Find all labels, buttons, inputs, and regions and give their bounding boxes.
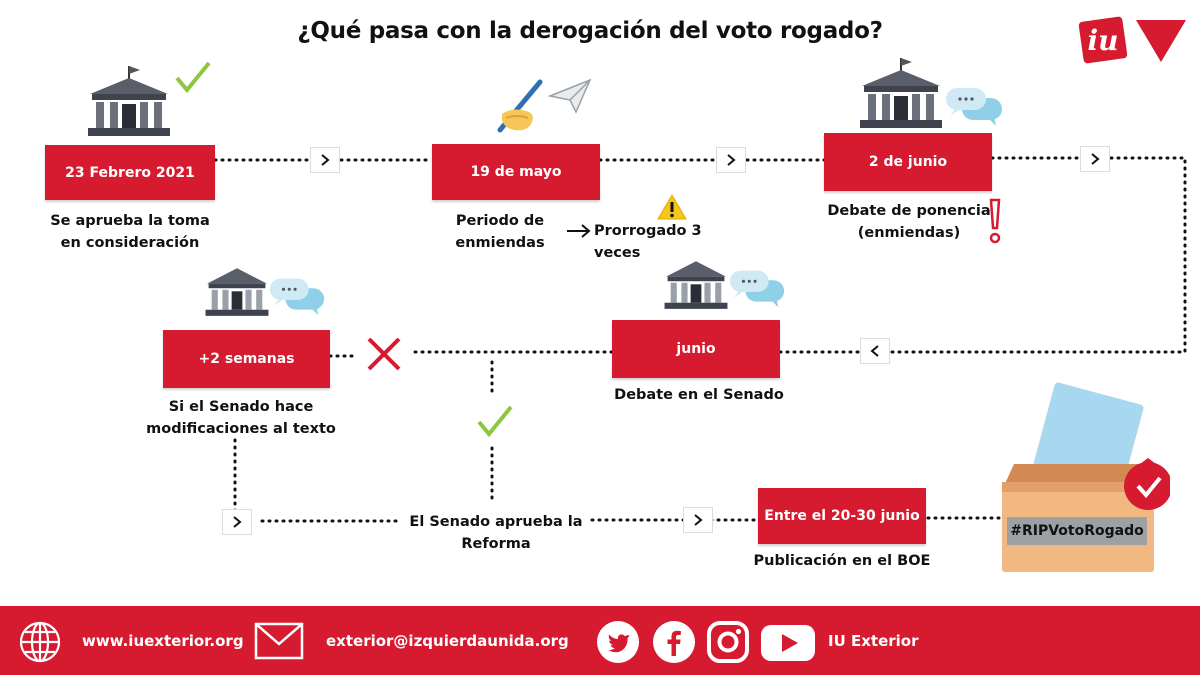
youtube-icon[interactable] [760,624,816,662]
chat-bubbles-icon [268,276,328,318]
svg-text:iu: iu [1087,24,1119,57]
step-date-box [432,144,600,200]
step-date: +2 semanas [198,351,295,367]
hand-writing-icon [488,78,548,138]
step-date: junio [676,341,716,357]
step-date: 19 de mayo [470,164,562,180]
footer-email-link[interactable]: exterior@izquierdaunida.org [326,631,569,650]
chevron-right-icon [310,147,340,173]
chevron-right-icon [222,509,252,535]
footer-bar [0,606,1200,675]
page-title: ¿Qué pasa con la derogación del voto rogado? [297,18,883,44]
senate-approves-label: El Senado aprueba la Reforma [409,514,583,552]
chat-bubbles-icon [944,86,1006,128]
arrow-right-icon [566,224,592,238]
step-date-box [758,488,926,544]
footer-website-link[interactable]: www.iuexterior.org [82,631,244,650]
step-date: 23 Febrero 2021 [65,164,195,181]
check-icon [174,60,212,96]
step-date-box [163,330,330,388]
step-date-box [612,320,780,378]
senate-building-icon [204,258,270,320]
step-description: Si el Senado hace modificaciones al texto [146,399,336,437]
chevron-right-icon [716,147,746,173]
paper-plane-icon [548,78,592,114]
warning-icon [657,194,687,220]
twitter-icon[interactable] [596,620,640,664]
chat-bubbles-icon [728,268,788,310]
hashtag-label: #RIPVotoRogado [1007,517,1147,545]
ballot-box-icon [1000,382,1170,574]
footer-handle[interactable]: IU Exterior [828,631,919,650]
step-description: Debate de ponencia (enmiendas) [827,203,991,241]
extension-note: Prorrogado 3 veces [594,223,702,261]
step-description: Periodo de enmiendas [455,213,545,251]
parliament-building-icon [86,64,172,138]
step-date-box [45,145,215,200]
cross-icon [364,334,404,374]
chevron-right-icon [683,507,713,533]
step-description: Debate en el Senado [614,387,784,403]
instagram-icon[interactable] [706,620,750,664]
globe-icon [18,620,62,664]
step-date: Entre el 20-30 junio [764,508,920,524]
mail-icon [254,622,304,660]
facebook-icon[interactable] [652,620,696,664]
step-description: Publicación en el BOE [753,553,931,569]
chevron-right-icon [1080,146,1110,172]
parliament-building-icon [856,56,946,130]
step-date: 2 de junio [868,154,948,170]
chevron-left-icon [860,338,890,364]
step-date-box [824,133,992,191]
step-description: Se aprueba la toma en consideración [50,213,210,251]
check-icon [476,404,514,440]
